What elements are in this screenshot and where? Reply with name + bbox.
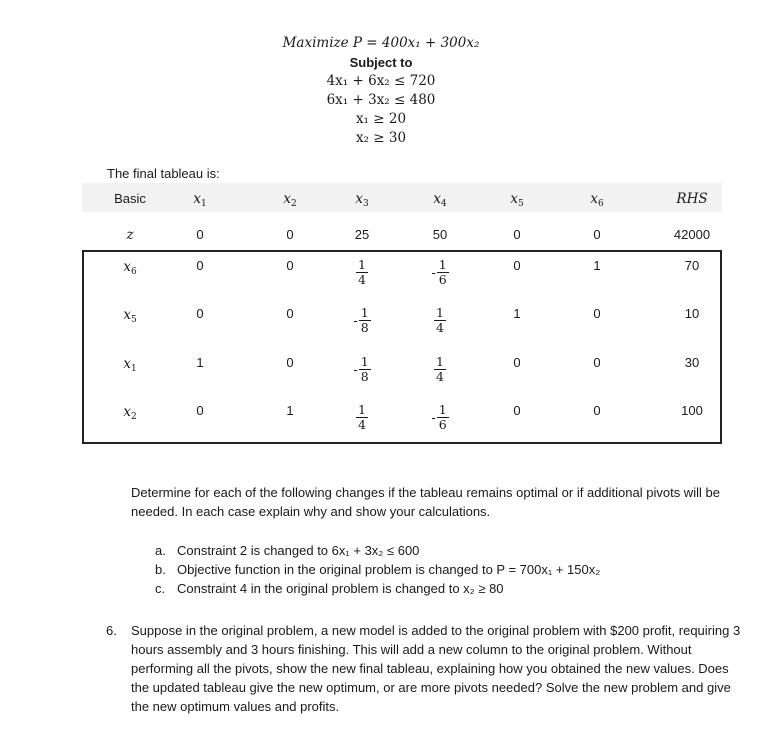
- question-intro: Determine for each of the following changes if the tableau remains optimal or if additional pivots will be needed. In each case explain why and show your calculations.: [131, 485, 720, 519]
- tableau-cell: 0: [196, 306, 204, 321]
- tableau-cell: 0: [196, 227, 204, 242]
- item-label: a.: [155, 543, 166, 558]
- tableau-header-cell: $x_2$: [283, 191, 297, 209]
- tableau-cell: 0: [593, 403, 601, 418]
- tableau-cell: 42000: [673, 227, 711, 242]
- tableau-header-cell: RHS: [676, 191, 708, 207]
- tableau-cell: - $\frac{1}{6}$: [431, 402, 447, 432]
- tableau-header-cell: $x_1$: [193, 191, 207, 209]
- tableau-cell: $\frac{1}{4}$: [358, 257, 366, 287]
- tableau-cell: 1: [593, 258, 601, 273]
- question-item-c: [155, 579, 600, 598]
- tableau-cell: - $\frac{1}{8}$: [353, 305, 369, 335]
- question-number: 6.: [106, 623, 117, 638]
- tableau-cell: 0: [286, 227, 294, 242]
- subject-to-label: Subject to: [349, 55, 413, 70]
- question-item-b: [155, 560, 600, 579]
- problem-statement: [0, 34, 762, 148]
- tableau-basic-cell: $x_1$: [123, 356, 137, 374]
- question-items: [155, 541, 600, 598]
- tableau-basic-cell: $x_6$: [123, 259, 137, 277]
- tableau-cell: 25: [354, 227, 370, 242]
- tableau-header-cell: $x_6$: [590, 191, 604, 209]
- tableau-cell: 0: [286, 355, 294, 370]
- tableau-header-cell: $x_5$: [510, 191, 524, 209]
- tableau-cell: 0: [593, 227, 601, 242]
- tableau-basic-cell: $x_5$: [123, 307, 137, 325]
- tableau-cell: 100: [681, 403, 703, 418]
- tableau-cell: 0: [513, 258, 521, 273]
- constraint-4: x₂ ≥ 30: [355, 130, 407, 146]
- tableau-cell: $\frac{1}{4}$: [436, 354, 444, 384]
- tableau-cell: 70: [684, 258, 700, 273]
- tableau-cell: 10: [684, 306, 700, 321]
- tableau-cell: 0: [286, 306, 294, 321]
- tableau-cell: - $\frac{1}{6}$: [431, 257, 447, 287]
- tableau-cell: 0: [196, 258, 204, 273]
- tableau-cell: 0: [593, 355, 601, 370]
- tableau-cell: $\frac{1}{4}$: [436, 305, 444, 335]
- item-text: Constraint 2 is changed to 6x₁ + 3x₂ ≤ 600: [177, 543, 420, 558]
- tableau-cell: 1: [196, 355, 204, 370]
- tableau-cell: 30: [684, 355, 700, 370]
- tableau-cell: 0: [286, 258, 294, 273]
- tableau-cell: 1: [286, 403, 294, 418]
- item-text: Objective function in the original problem is changed to P = 700x₁ + 150x₂: [177, 562, 601, 577]
- tableau-cell: 0: [196, 403, 204, 418]
- tableau-cell: 0: [513, 355, 521, 370]
- tableau-constraint-box: [82, 250, 722, 444]
- tableau-cell: 1: [513, 306, 521, 321]
- constraint-2: 6x₁ + 3x₂ ≤ 480: [326, 92, 436, 108]
- question-6-text: Suppose in the original problem, a new model is added to the original problem with $200 profit, requiring 3 hours assembly and 3 hours finishing. This will add a new column to the original problem. Without performing all the pivots, show the new final tableau, explaining how you obtained the new values. Does the updated tableau give the new optimum, or are more pivots needed? Solve the new problem and give the new optimum values and profits.: [131, 623, 741, 714]
- tableau-cell: - $\frac{1}{8}$: [353, 354, 369, 384]
- tableau-cell: 0: [513, 403, 521, 418]
- tableau-header-cell: Basic: [114, 191, 146, 206]
- constraint-3: x₁ ≥ 20: [355, 111, 407, 127]
- question-item-a: [155, 541, 600, 560]
- tableau-header-cell: $x_4$: [433, 191, 447, 209]
- tableau-header-cell: $x_3$: [355, 191, 369, 209]
- item-label: b.: [155, 562, 166, 577]
- tableau-basic-cell: $x_2$: [123, 404, 137, 422]
- tableau-cell: 0: [593, 306, 601, 321]
- tableau-basic-cell: z: [126, 227, 134, 243]
- tableau-cell: 0: [513, 227, 521, 242]
- tableau-caption: The final tableau is:: [107, 166, 220, 181]
- item-text: Constraint 4 in the original problem is changed to x₂ ≥ 80: [177, 581, 504, 596]
- tableau-cell: $\frac{1}{4}$: [358, 402, 366, 432]
- objective-function: Maximize P = 400x₁ + 300x₂: [282, 35, 480, 51]
- constraint-1: 4x₁ + 6x₂ ≤ 720: [326, 73, 436, 89]
- tableau-cell: 50: [432, 227, 448, 242]
- item-label: c.: [155, 581, 166, 596]
